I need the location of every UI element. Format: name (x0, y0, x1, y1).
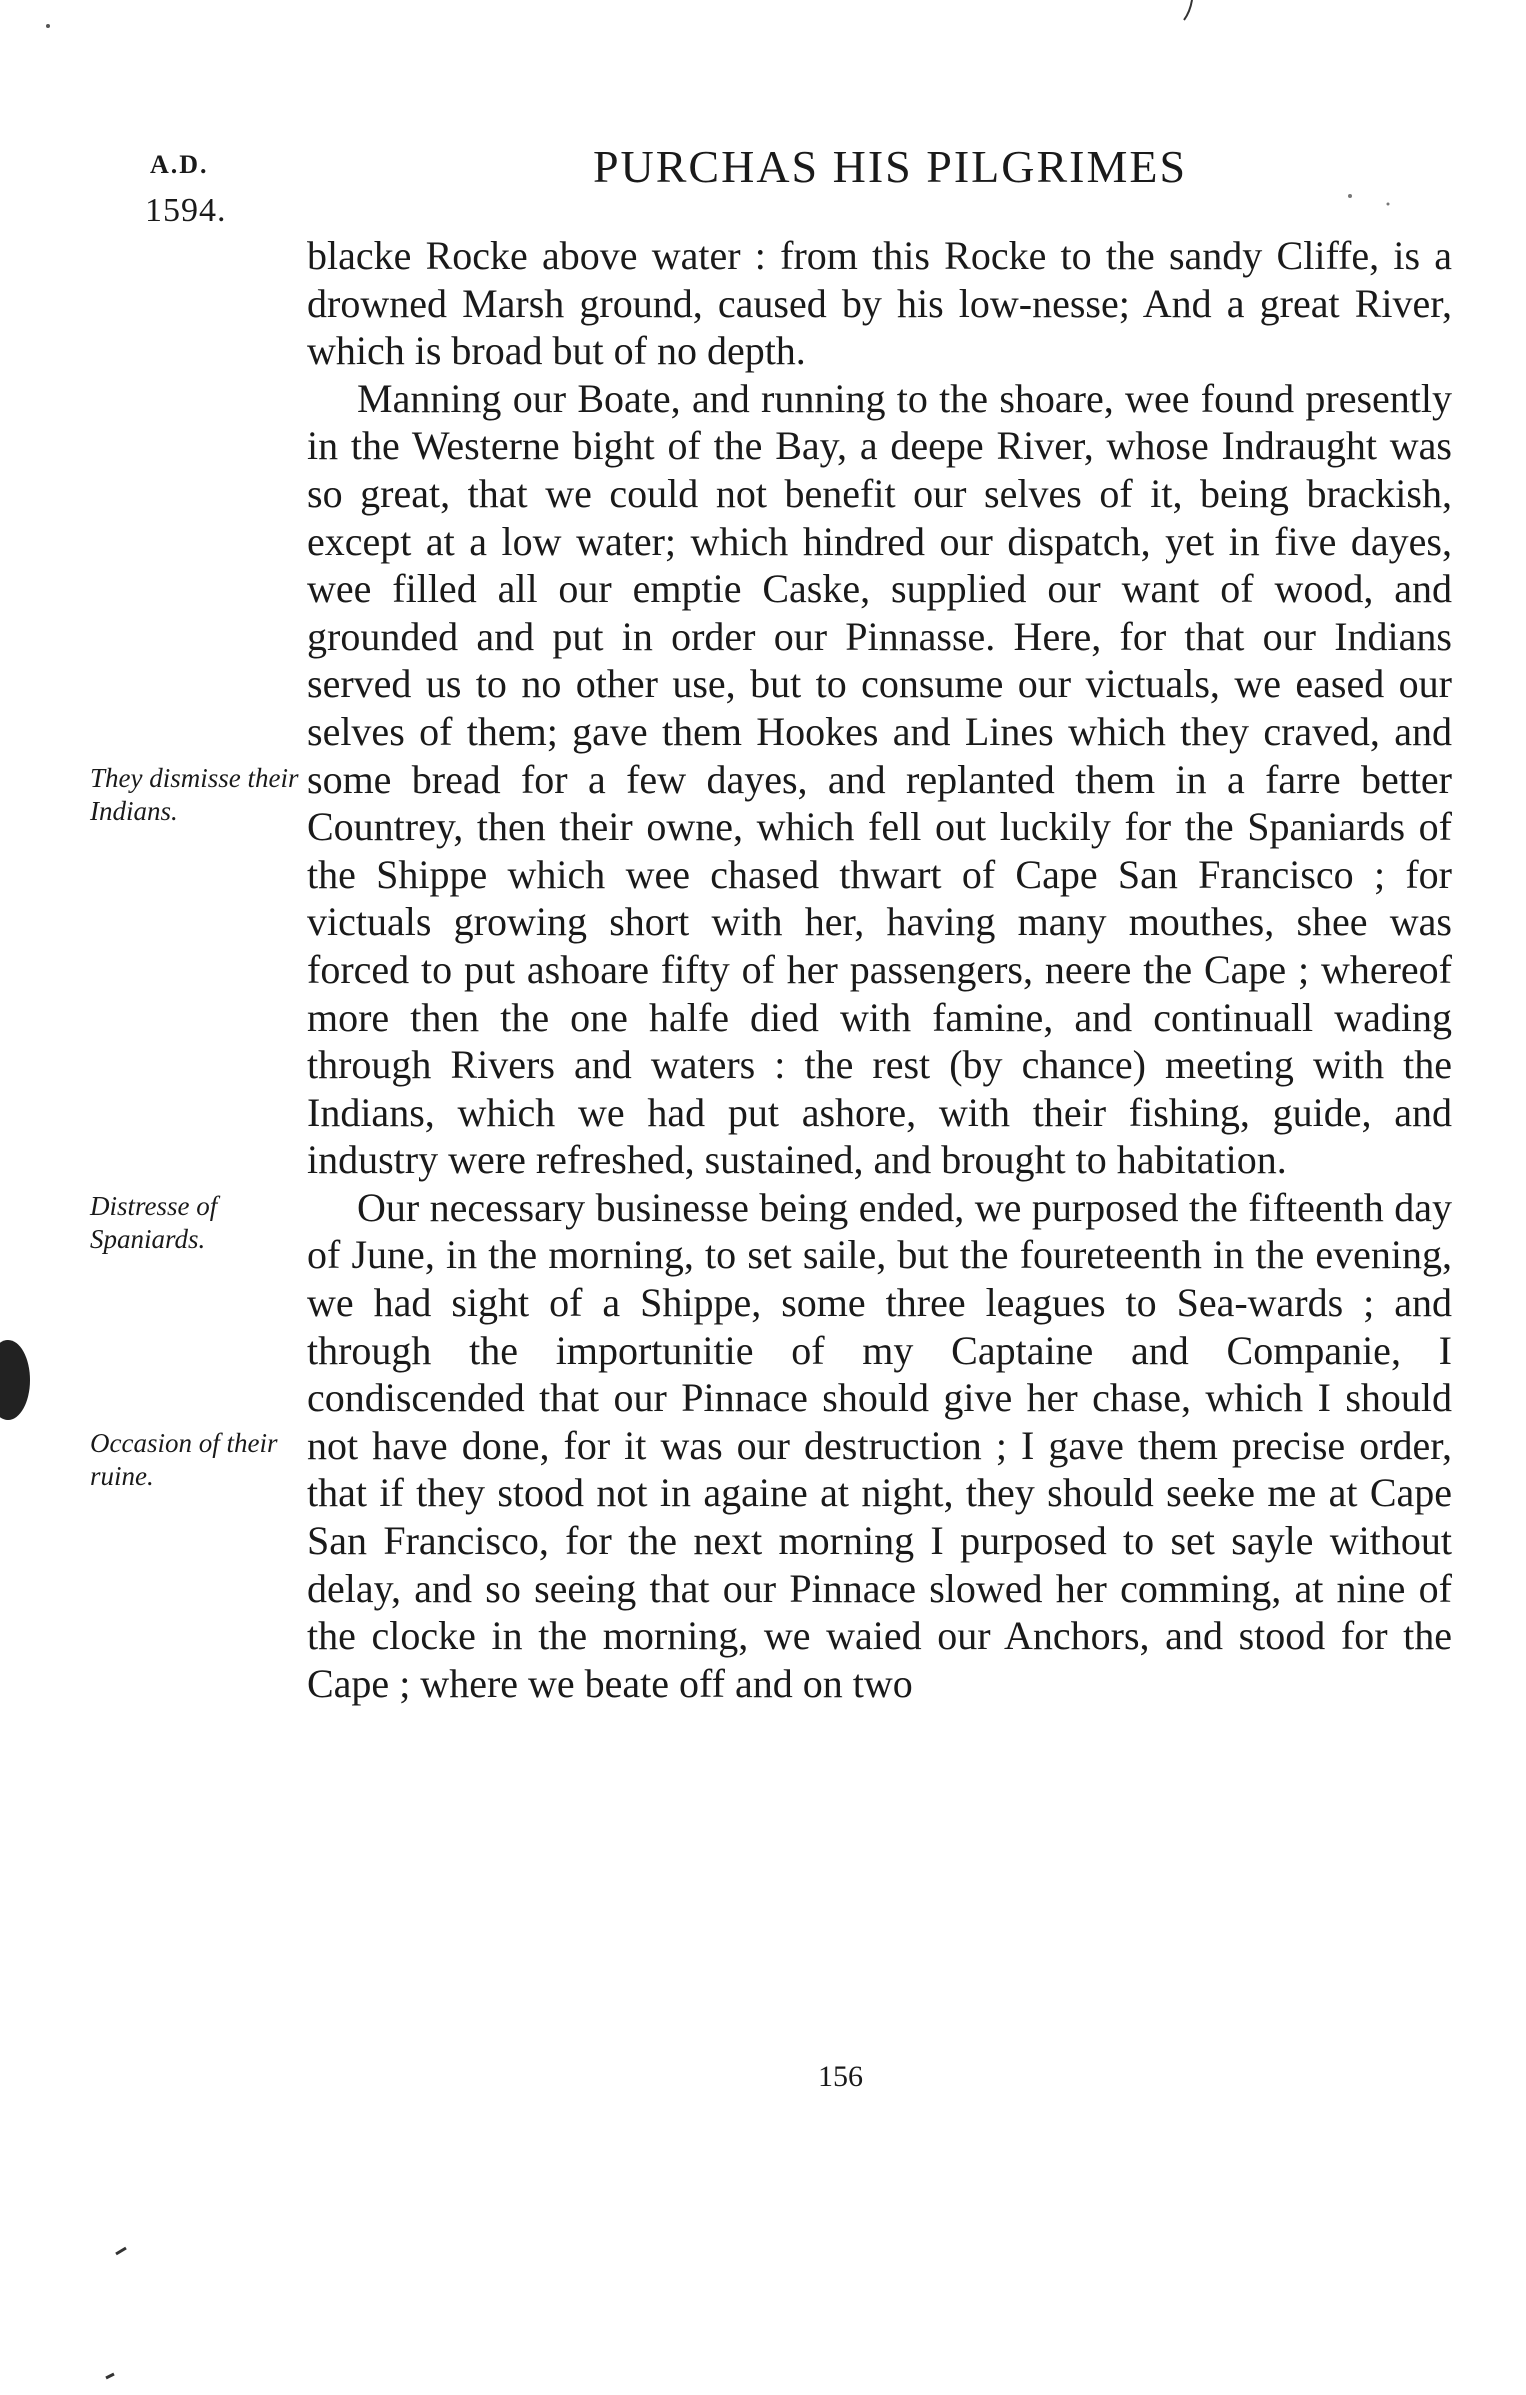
running-head-title: PURCHAS HIS PILGRIMES (592, 141, 1188, 192)
scan-speck (1387, 203, 1390, 206)
scan-speck (1184, 0, 1192, 20)
scan-speck (106, 2374, 114, 2378)
margin-note-occasion: Occasion of their ruine. (90, 1428, 278, 1491)
paragraph: blacke Rocke above water : from this Rocke to the sandy Cliffe, is a drowned Marsh ground, caused by his low-nesse; And a great River, which is broad but of no depth. (307, 233, 1452, 374)
scan-blot (0, 1340, 30, 1420)
page-number: 156 (818, 2060, 863, 2093)
scan-speck (46, 24, 50, 28)
margin-note-distresse: Distresse of Spaniards. (90, 1191, 218, 1254)
paragraph: Our necessary businesse being ended, we purposed the fifteenth day of June, in the morning, to set saile, but the foureteenth in the evening, we had sight of a Shippe, some three leagues to Sea-wards ; and through the importunitie of my Captaine and Companie, I condiscended that our Pinnace should give her chase, which I should not have done, for it was our destruction ; I gave them precise order, that if they stood not in againe at night, they should seeke me at Cape San Francisco, for the next morning I purposed to set sayle without delay, and so seeing that our Pinnace slowed her comming, at nine of the clocke in the morning, we waied our Anchors, and stood for the Cape ; where we beate off and on two (307, 1184, 1452, 1706)
year-label: A.D. (150, 150, 209, 179)
scan-speck (1348, 194, 1352, 198)
year: 1594. (145, 192, 227, 229)
scan-speck (116, 2248, 126, 2254)
margin-note-dismisse: They dismisse their Indians. (90, 763, 299, 826)
paragraph: Manning our Boate, and running to the shoare, wee found presently in the Westerne bight of the Bay, a deepe River, whose Indraught was so great, that we could not benefit our selves of it, being brackish, except at a low water; which hindred our dispatch, yet in five dayes, wee filled all our emptie Caske, supplied our want of wood, and grounded and put in order our Pinnasse. Here, for that our Indians served us to no other use, but to consume our victuals, we eased our selves of them; gave them Hookes and Lines which they craved, and some bread for a few dayes, and replanted them in a farre better Countrey, then their owne, which fell out luckily for the Spaniards of the Shippe which wee chased thwart of Cape San Francisco ; for victuals growing short with her, having many mouthes, shee was forced to put ashoare fifty of her passengers, neere the Cape ; whereof more then the one halfe died with famine, and continuall wading through Rivers and waters : the rest (by chance) meeting with the Indians, which we had put ashore, with their fishing, guide, and industry were refreshed, sustained, and brought to habitation. (307, 375, 1452, 1183)
